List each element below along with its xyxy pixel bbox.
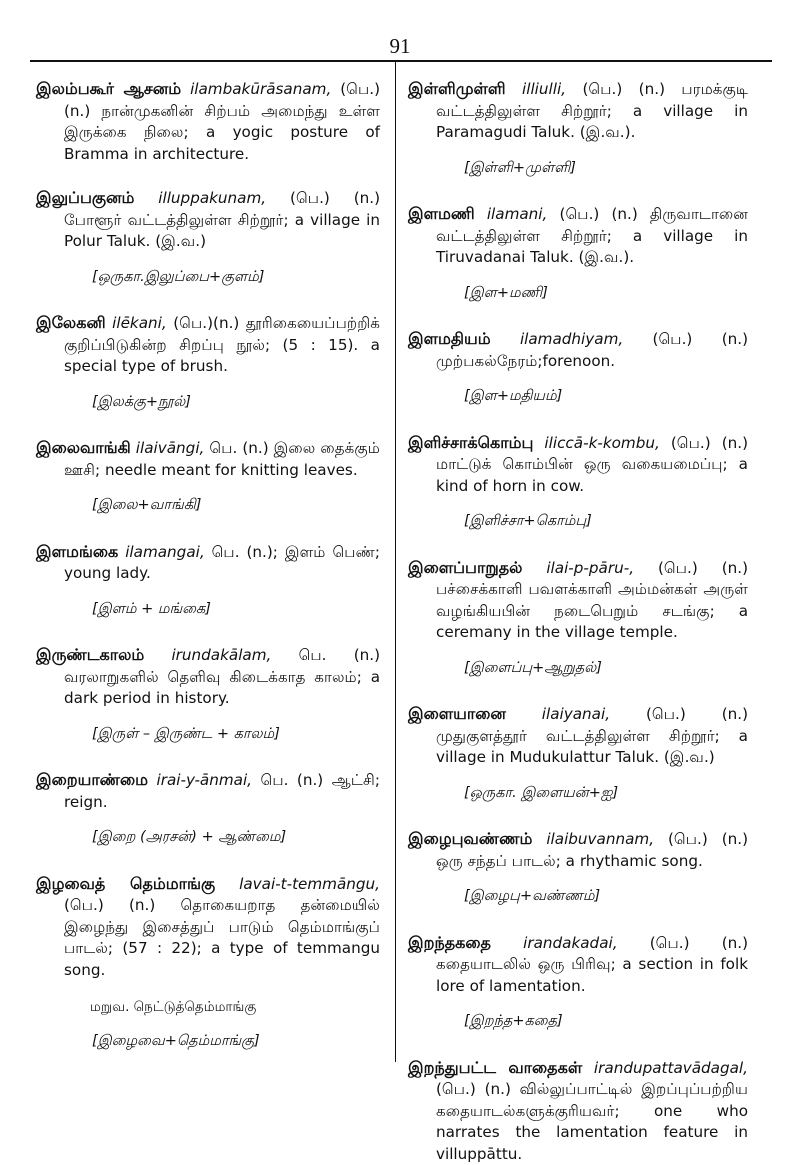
headword: இளிச்சாக்கொம்பு: [408, 433, 533, 452]
definition: (பெ.) (n.) தொகையறாத தன்மையில் இழைந்து இசைத்துப் பாடும் தெம்மாங்குப் பாடல்; (57 : 22); a type of temmangu song.: [64, 896, 380, 979]
etymology: [இளிச்சா+கொம்பு]: [464, 511, 748, 533]
headword: இறையாண்மை: [36, 770, 148, 789]
dictionary-entry: [36, 541, 380, 621]
etymology: [இளம் + மங்கை]: [92, 599, 380, 621]
definition: (பெ.) (n.) முற்பகல்நேரம்;forenoon.: [436, 330, 748, 370]
right-column: [408, 78, 748, 1165]
headword: இள்ளிமுள்ளி: [408, 79, 506, 98]
transliteration: ilēkani,: [112, 314, 167, 332]
dictionary-entry: [36, 873, 380, 1053]
dictionary-entry: [408, 557, 748, 680]
transliteration: irai-y-ānmai,: [157, 771, 252, 789]
definition: (பெ.) (n.) பரமக்குடி வட்டத்திலுள்ள சிற்றூர்; a village in Paramagudi Taluk. (இ.வ.).: [436, 80, 748, 141]
dictionary-entry: [408, 432, 748, 533]
transliteration: irandakadai,: [523, 934, 617, 952]
etymology: [ஒருகா.இலுப்பை+குளம்]: [92, 267, 380, 289]
transliteration: irundakālam,: [171, 646, 271, 664]
etymology: [ஒருகா. இளையன்+ஐ]: [464, 783, 748, 805]
definition: (பெ.) (n.) திருவாடானை வட்டத்திலுள்ள சிற்றூர்; a village in Tiruvadanai Taluk. (இ.வ.).: [436, 205, 748, 266]
transliteration: ilamangai,: [125, 543, 204, 561]
dictionary-entry: [408, 828, 748, 908]
definition: (பெ.) (n.) முதுகுளத்தூர் வட்டத்திலுள்ள சிற்றூர்; a village in Mudukulattur Taluk. (இ.வ.): [436, 705, 748, 766]
transliteration: lavai-t-temmāngu,: [239, 875, 380, 893]
definition: பெ. (n.); இளம் பெண்; young lady.: [64, 543, 380, 583]
transliteration: ilambakūrāsanam,: [190, 80, 331, 98]
dictionary-entry: [36, 187, 380, 288]
transliteration: illuppakunam,: [158, 189, 266, 207]
definition: பெ. (n.) ஆட்சி; reign.: [64, 771, 380, 811]
etymology: [இழைவை+தெம்மாங்கு]: [92, 1031, 380, 1053]
headword: இளமதியம்: [408, 329, 491, 348]
etymology: [இழைபு+வண்ணம்]: [464, 886, 748, 908]
definition: (பெ.) (n.) நான்முகனின் சிற்பம் அமைந்து உள்ள இருக்கை நிலை; a yogic posture of Bramma in architecture.: [64, 80, 380, 163]
definition: பெ. (n.) இலை தைக்கும் ஊசி; needle meant for knitting leaves.: [64, 439, 380, 479]
headword: இலைவாங்கி: [36, 438, 131, 457]
headword: இறந்தகதை: [408, 933, 491, 952]
dictionary-entry: [408, 1057, 748, 1165]
headword: இறந்துபட்ட வாதைகள்: [408, 1058, 582, 1077]
headword: இலுப்பகுனம்: [36, 188, 134, 207]
headword: இருண்டகாலம்: [36, 645, 144, 664]
transliteration: illiulli,: [522, 80, 566, 98]
transliteration: ilaiyanai,: [542, 705, 610, 723]
dictionary-entry: [408, 703, 748, 804]
definition: பெ. (n.) வரலாறுகளில் தெளிவு கிடைக்காத காலம்; a dark period in history.: [64, 646, 380, 707]
definition: (பெ.) (n.) மாட்டுக் கொம்பின் ஒரு வகையமைப்பு; a kind of horn in cow.: [436, 434, 748, 495]
headword: இளமங்கை: [36, 542, 118, 561]
transliteration: irandupattavādagal,: [594, 1059, 748, 1077]
dictionary-entry: [408, 203, 748, 304]
definition: (பெ.)(n.) தூரிகையைப்பற்றிக் குறிப்பிடுகின்ற சிறப்பு நூல்; (5 : 15). a special type of brush.: [64, 314, 380, 375]
definition: (பெ.) (n.) வில்லுப்பாட்டில் இறப்புப்பற்றிய கதையாடல்களுக்குரியவர்; one who narrates the lamentation feature in villuppāttu.: [436, 1080, 748, 1163]
definition: (பெ.) (n.) பச்சைக்காளி பவளக்காளி அம்மன்கள் அருள் வழங்கியபின் நடைபெறும் சடங்கு; a ceremany in the village temple.: [436, 559, 748, 642]
dictionary-entry: [36, 312, 380, 413]
definition: (பெ.) (n.) கதையாடலில் ஒரு பிரிவு; a section in folk lore of lamentation.: [436, 934, 748, 995]
headword: இழைபுவண்ணம்: [408, 829, 532, 848]
definition: (பெ.) (n.) போளூர் வட்டத்திலுள்ள சிற்றூர்; a village in Polur Taluk. (இ.வ.): [64, 189, 380, 250]
dictionary-entry: [408, 932, 748, 1033]
transliteration: ilaivāngi,: [136, 439, 205, 457]
headword: இளைப்பாறுதல்: [408, 558, 522, 577]
etymology: [இள்ளி+முள்ளி]: [464, 158, 748, 180]
dictionary-entry: [408, 328, 748, 408]
dictionary-entry: [36, 78, 380, 187]
transliteration: ilai-p-pāru-,: [546, 559, 634, 577]
dictionary-entry: [408, 78, 748, 179]
page-number: 91: [0, 34, 800, 59]
transliteration: ilamani,: [487, 205, 548, 223]
headword: இளையானை: [408, 704, 506, 723]
etymology: [இலக்கு+நூல்]: [92, 392, 380, 414]
top-rule: [30, 60, 772, 62]
transliteration: ilamadhiyam,: [520, 330, 623, 348]
etymology: [இருள் – இருண்ட + காலம்]: [92, 724, 380, 746]
etymology: [இலை+வாங்கி]: [92, 495, 380, 517]
etymology: [இளைப்பு+ஆறுதல்]: [464, 658, 748, 680]
headword: இழவைத் தெம்மாங்கு: [36, 874, 215, 893]
variant-note: மறுவ. நெட்டுத்தெம்மாங்கு: [90, 997, 380, 1019]
dictionary-entry: [36, 437, 380, 517]
transliteration: ilaibuvannam,: [546, 830, 654, 848]
headword: இலேகனி: [36, 313, 106, 332]
headword: இலம்பகூர் ஆசனம்: [36, 79, 181, 98]
dictionary-entry: [36, 769, 380, 849]
etymology: [இறை (அரசன்) + ஆண்மை]: [92, 827, 380, 849]
etymology: [இறந்த+கதை]: [464, 1011, 748, 1033]
dictionary-entry: [36, 644, 380, 745]
etymology: [இள+மதியம்]: [464, 386, 748, 408]
transliteration: iliccā-k-kombu,: [544, 434, 659, 452]
column-divider: [395, 62, 396, 1062]
definition: (பெ.) (n.) ஒரு சந்தப் பாடல்; a rhythamic song.: [436, 830, 748, 870]
left-column: [36, 78, 380, 1076]
headword: இளமணி: [408, 204, 475, 223]
etymology: [இள+மணி]: [464, 283, 748, 305]
